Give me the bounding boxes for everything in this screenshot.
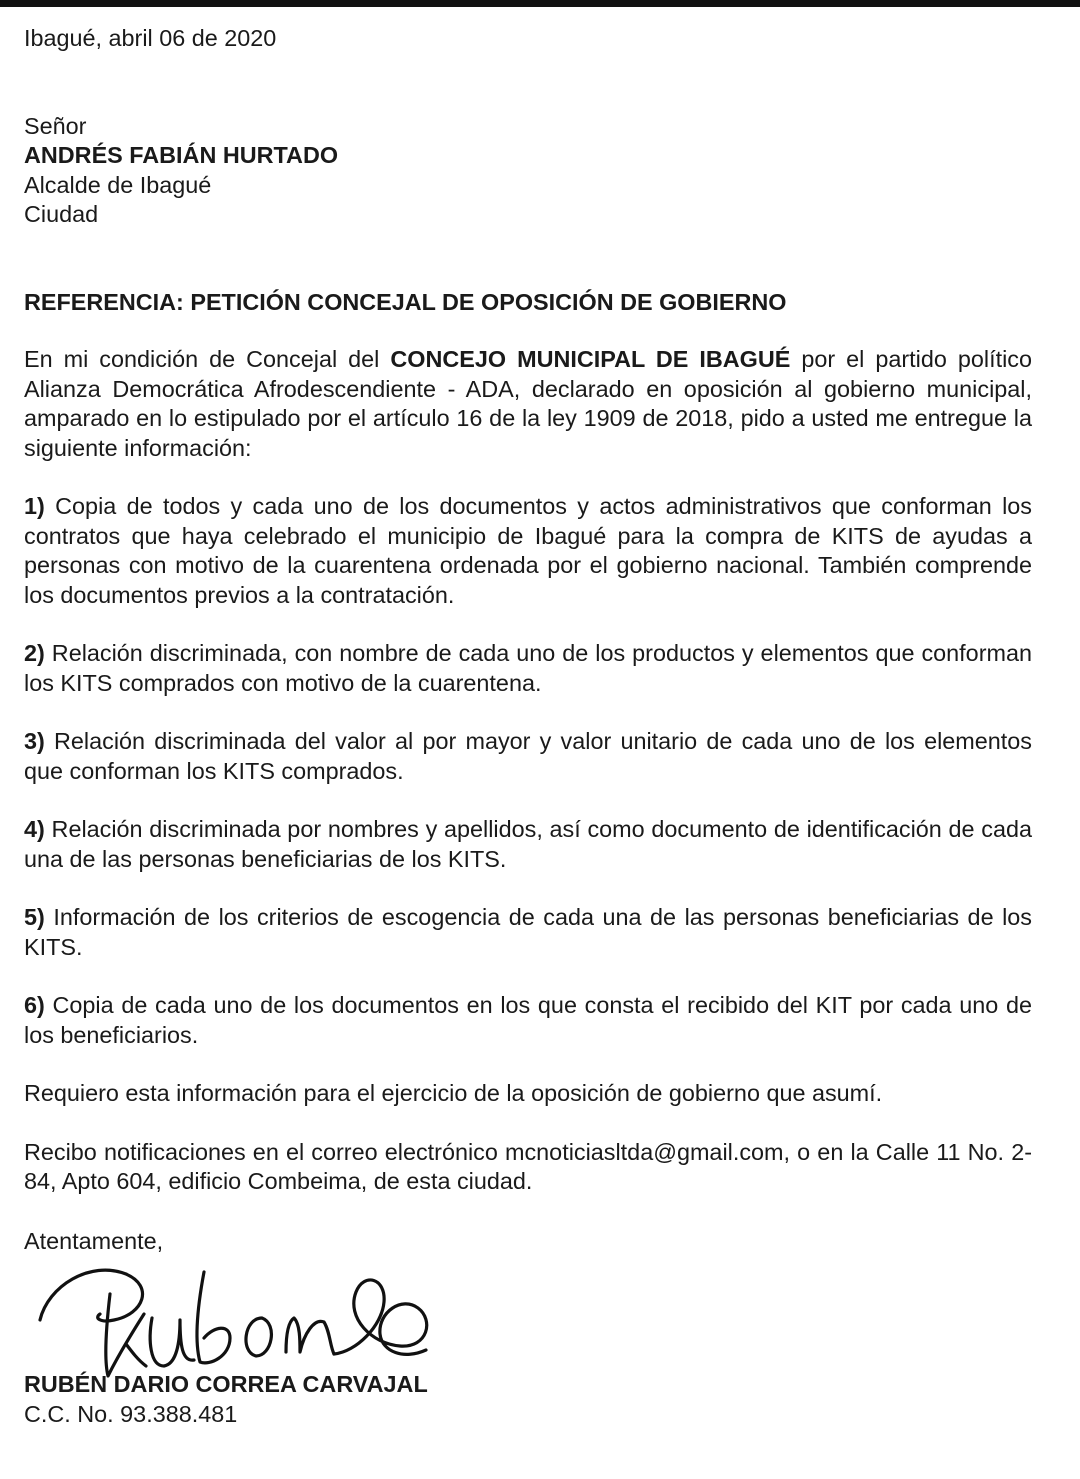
- salutation: Señor: [24, 112, 87, 139]
- item-text: Relación discriminada, con nombre de cada uno de los productos y elementos que conforman los KITS comprados con motivo de la cuarentena.: [24, 640, 1032, 696]
- request-item: [24, 991, 1032, 1050]
- council-name: CONCEJO MUNICIPAL DE IBAGUÉ: [390, 346, 791, 372]
- intro-paragraph: [24, 345, 1032, 463]
- item-number: 6): [24, 992, 45, 1018]
- request-item: [24, 727, 1032, 786]
- signature-area: [24, 1256, 1032, 1370]
- request-item: [24, 815, 1032, 874]
- recipient-city: Ciudad: [24, 201, 99, 227]
- letter-page: [24, 24, 1032, 1429]
- signer-id: C.C. No. 93.388.481: [24, 1400, 238, 1427]
- item-text: Información de los criterios de escogencia de cada una de las personas beneficiarias de los KITS.: [24, 904, 1032, 960]
- top-edge-bar: [0, 0, 1080, 7]
- request-purpose: Requiero esta información para el ejercicio de la oposición de gobierno que asumí.: [24, 1080, 883, 1106]
- request-item: [24, 492, 1032, 610]
- item-number: 5): [24, 904, 45, 930]
- intro-text-start: En mi condición de Concejal del: [24, 346, 380, 372]
- request-item: [24, 639, 1032, 698]
- request-item: [24, 903, 1032, 962]
- item-number: 2): [24, 640, 45, 666]
- item-text: Relación discriminada del valor al por mayor y valor unitario de cada uno de los elementos que conforman los KITS comprados.: [24, 728, 1032, 784]
- item-text: Copia de todos y cada uno de los documentos y actos administrativos que conforman los contratos que haya celebrado el municipio de Ibagué para la compra de KITS de ayudas a personas con motivo de la cuarentena ordenada por el gobierno nacional. También comprende los documentos previos a la contratación.: [24, 493, 1033, 608]
- signer-name: RUBÉN DARIO CORREA CARVAJAL: [24, 1371, 428, 1397]
- recipient-address: [24, 112, 1032, 230]
- item-text: Relación discriminada por nombres y apellidos, así como documento de identificación de cada una de las personas beneficiarias de los KITS.: [24, 816, 1033, 872]
- item-number: 4): [24, 816, 45, 842]
- item-number: 1): [24, 493, 45, 519]
- closing-phrase: Atentamente,: [24, 1227, 164, 1254]
- recipient-title: Alcalde de Ibagué: [24, 171, 212, 198]
- reference-line: REFERENCIA: PETICIÓN CONCEJAL DE OPOSICIÓN DE GOBIERNO: [24, 288, 787, 315]
- intro-text-end: por el partido político Alianza Democrática Afrodescendiente - ADA, declarado en oposición al gobierno municipal, amparado en lo estipulado por el artículo 16 de la ley 1909 de 2018, pido a usted me entregue la siguiente información:: [24, 346, 1033, 461]
- notification-address: Recibo notificaciones en el correo electrónico mcnoticiasltda@gmail.com, o en la Calle 11 No. 2-84, Apto 604, edificio Combeima, de esta ciudad.: [24, 1138, 1032, 1194]
- letter-date: Ibagué, abril 06 de 2020: [24, 25, 277, 51]
- item-number: 3): [24, 728, 45, 754]
- recipient-name: ANDRÉS FABIÁN HURTADO: [24, 142, 339, 168]
- item-text: Copia de cada uno de los documentos en los que consta el recibido del KIT por cada uno de los beneficiarios.: [24, 992, 1032, 1048]
